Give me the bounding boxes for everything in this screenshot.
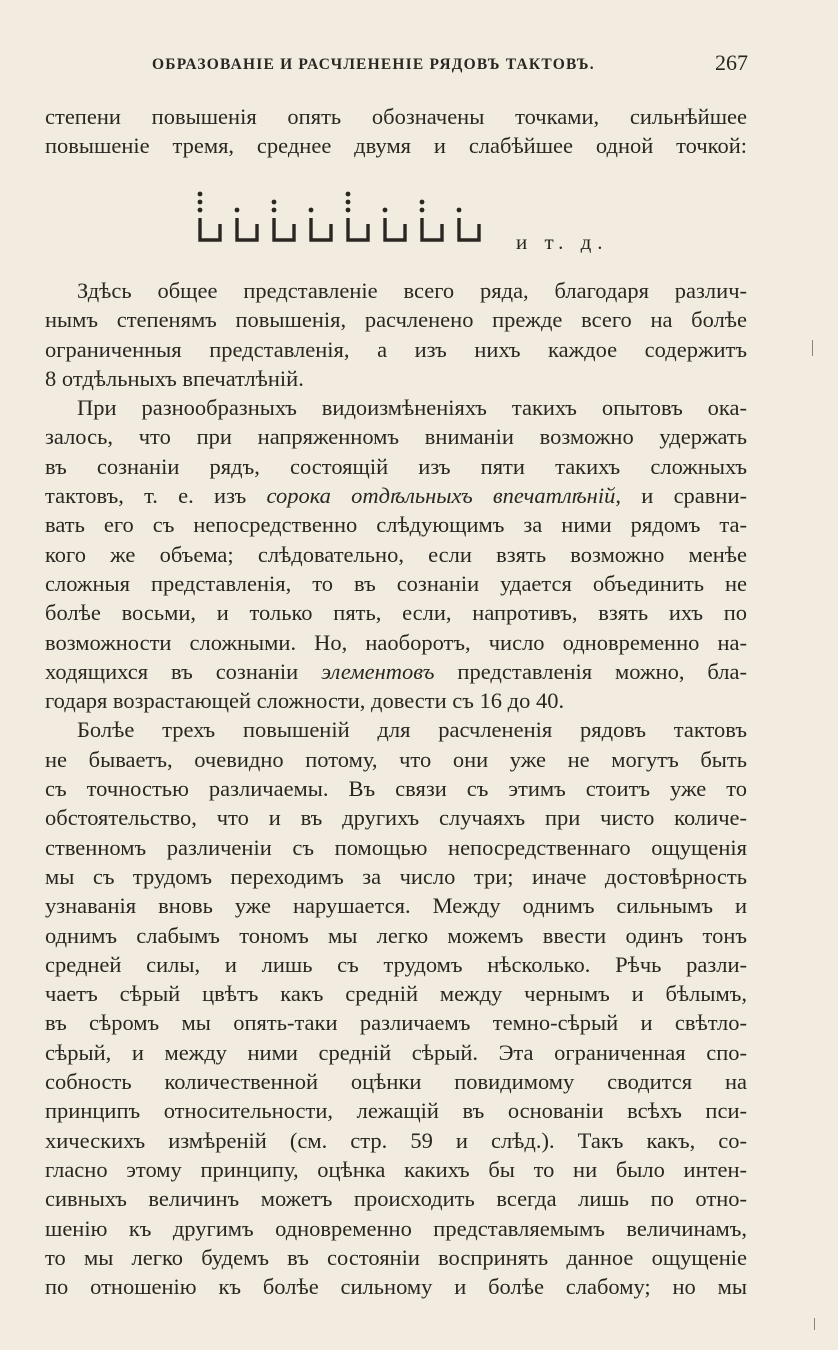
paragraph-1-line: 8 отдѣльныхъ впечатлѣній.	[45, 365, 304, 391]
line-text: тактовъ, т. е. изъ	[45, 483, 267, 509]
paragraph-3-line: шенію къ другимъ одновременно представляемымъ величинамъ,	[45, 1215, 747, 1241]
paragraph-3-line: средней силы, и лишь съ трудомъ нѣсколько. Рѣчь разли-	[45, 951, 747, 977]
page-number: 267	[715, 50, 748, 75]
line-text: представленія можно, бла-	[434, 658, 747, 684]
accent-dot	[346, 192, 351, 197]
foot-mark	[422, 218, 442, 240]
paragraph-2-line: сложныя представленія, то въ сознаніи удается объединить не	[45, 570, 747, 596]
accent-dot	[420, 200, 425, 205]
paragraph-3-line: по отношенію къ болѣе сильному и болѣе слабому; но мы	[45, 1274, 747, 1300]
running-title: ОБРАЗОВАНІЕ И РАСЧЛЕНЕНІЕ РЯДОВЪ ТАКТОВЪ.	[152, 56, 595, 73]
foot-mark	[459, 218, 479, 240]
paragraph-3-line: чаетъ сѣрый цвѣтъ какъ средній между чернымъ и бѣлымъ,	[45, 981, 747, 1007]
margin-mark	[814, 1318, 815, 1330]
accent-dot	[420, 208, 425, 213]
paragraph-3-line: въ сѣромъ мы опять-таки различаемъ темно-сѣрый и свѣтло-	[45, 1010, 747, 1036]
line-text: ходящихся въ сознаніи	[45, 658, 322, 684]
paragraph-3-line: сивныхъ величинъ можетъ происходить всегда лишь по отно-	[45, 1186, 747, 1212]
paragraph-1-line: ограниченныя представленія, а изъ нихъ каждое содержитъ	[45, 336, 747, 362]
paragraph-2-line: въ сознаніи рядъ, состоящій изъ пяти такихъ сложныхъ	[45, 453, 747, 479]
paragraph-2-line: кого же объема; слѣдовательно, если взять возможно менѣе	[45, 541, 747, 567]
foot-mark	[311, 218, 331, 240]
paragraph-3-line: хическихъ измѣреній (см. стр. 59 и слѣд.). Такъ какъ, со-	[45, 1127, 747, 1153]
accent-dot	[383, 208, 388, 213]
paragraph-2-line	[45, 481, 747, 510]
text-line: степени повышенія опять обозначены точками, сильнѣйшее	[45, 104, 747, 129]
foot-mark	[237, 218, 257, 240]
emphasis-text: сорока отдѣльныхъ впечатлѣній	[266, 483, 616, 509]
etc-label: и т. д.	[516, 230, 609, 254]
paragraph-2-line: годаря возрастающей сложности, довести съ 16 до 40.	[45, 688, 565, 714]
accent-dot	[272, 200, 277, 205]
paragraph-2-line: При разнообразныхъ видоизмѣненіяхъ такихъ опытовъ ока-	[77, 395, 747, 421]
paragraph-3-line: гласно этому принципу, оцѣнка какихъ бы то ни было интен-	[45, 1156, 747, 1182]
accent-dot	[198, 200, 203, 205]
paragraph-3-line: однимъ слабымъ тономъ мы легко можемъ ввести одинъ тонъ	[45, 922, 747, 948]
foot-mark	[274, 218, 294, 240]
paragraph-2-line: возможности сложными. Но, наоборотъ, число одновременно на-	[45, 629, 747, 655]
paragraph-3-line: Болѣе трехъ повышеній для расчлененія рядовъ тактовъ	[77, 717, 747, 743]
paragraph-3-line: узнаванія вновь уже нарушается. Между однимъ сильнымъ и	[45, 893, 747, 919]
margin-mark	[812, 340, 813, 356]
accent-dot	[309, 208, 314, 213]
foot-mark	[385, 218, 405, 240]
accent-dot	[198, 208, 203, 213]
paragraph-2-line	[45, 657, 747, 686]
text-line: повышеніе тремя, среднее двумя и слабѣйшее одной точкой:	[45, 133, 747, 159]
paragraph-2-line: вать его съ непосредственно слѣдующимъ за ними рядомъ та-	[45, 512, 747, 538]
accent-dot	[198, 192, 203, 197]
accent-dot	[457, 208, 462, 213]
foot-mark	[348, 218, 368, 240]
foot-mark	[200, 218, 220, 240]
accent-dot	[235, 208, 240, 213]
accent-dot	[272, 208, 277, 213]
paragraph-1-line: нымъ степенямъ повышенія, расчленено прежде всего на болѣе	[45, 307, 747, 333]
paragraph-3-line: мы съ трудомъ переходимъ за число три; иначе достовѣрность	[45, 863, 747, 889]
paragraph-3-line: принципъ относительности, лежащій въ основаніи всѣхъ пси-	[45, 1098, 747, 1124]
paragraph-1-line: Здѣсь общее представленіе всего ряда, благодаря различ-	[77, 278, 747, 303]
page-header	[152, 52, 752, 82]
paragraph-2-line: болѣе восьми, и только пять, если, напротивъ, взять ихъ по	[45, 600, 747, 626]
line-text: , и сравни-	[615, 483, 747, 509]
body-text	[45, 276, 747, 1301]
accent-dot	[346, 200, 351, 205]
accent-dot	[346, 208, 351, 213]
paragraph-3-line: собность количественной оцѣнки повидимому сводится на	[45, 1069, 747, 1095]
emphasis-text: элементовъ	[321, 658, 435, 684]
intro-text	[45, 102, 747, 161]
accent-notation	[190, 180, 610, 260]
paragraph-3-line: сѣрый, и между ними средній сѣрый. Эта ограниченная спо-	[45, 1039, 747, 1065]
paragraph-3-line: то мы легко будемъ въ состояніи воспринять данное ощущеніе	[45, 1244, 747, 1270]
paragraph-3-line: не бываетъ, очевидно потому, что они уже не могутъ быть	[45, 746, 747, 772]
paragraph-2-line: залось, что при напряженномъ вниманіи возможно удержать	[45, 424, 747, 450]
paragraph-3-line: ственномъ различеніи съ помощью непосредственнаго ощущенія	[45, 834, 747, 860]
paragraph-3-line: съ точностью различаемы. Въ связи съ этимъ стоитъ уже то	[45, 776, 747, 802]
paragraph-3-line: обстоятельство, что и въ другихъ случаяхъ при чисто количе-	[45, 805, 747, 831]
metric-notation-figure	[190, 180, 510, 260]
